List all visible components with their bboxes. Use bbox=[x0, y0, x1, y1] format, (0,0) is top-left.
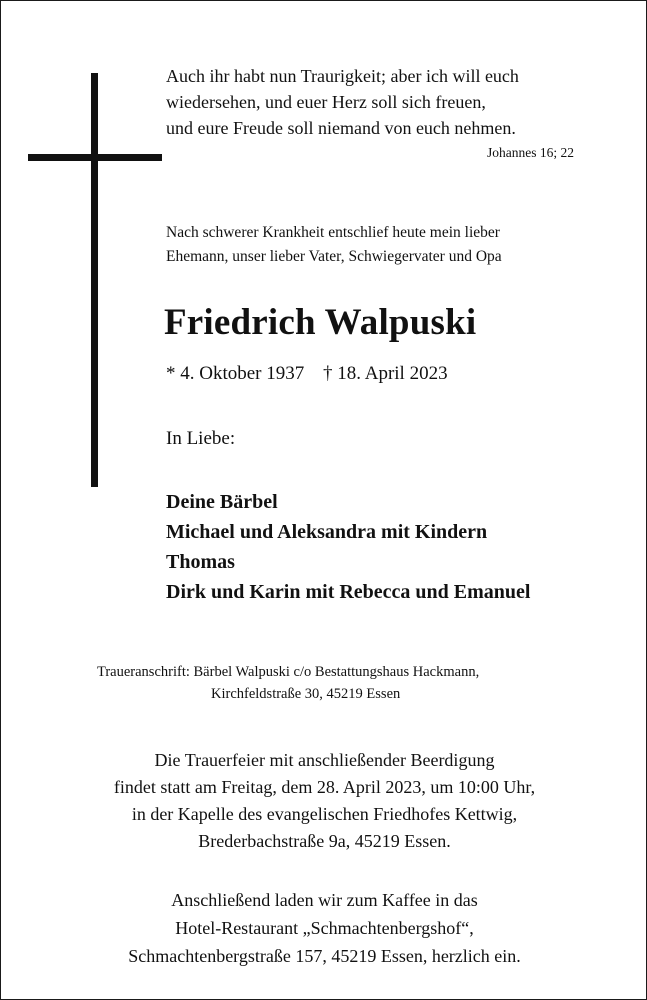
mourning-address bbox=[1, 661, 647, 705]
service-line: Die Trauerfeier mit anschließender Beerdigung bbox=[154, 750, 495, 770]
quote-reference: Johannes 16; 22 bbox=[487, 145, 574, 160]
coffee-line: Hotel-Restaurant „Schmachtenbergshof“, bbox=[175, 918, 474, 938]
service-line: Brederbachstraße 9a, 45219 Essen. bbox=[198, 831, 451, 851]
deceased-name: Friedrich Walpuski bbox=[164, 302, 477, 343]
coffee-line: Schmachtenbergstraße 157, 45219 Essen, herzlich ein. bbox=[128, 946, 521, 966]
mourner: Deine Bärbel bbox=[166, 491, 278, 513]
coffee-line: Anschließend laden wir zum Kaffee in das bbox=[171, 890, 478, 910]
address-line: Kirchfeldstraße 30, 45219 Essen bbox=[211, 686, 401, 702]
death-date: † 18. April 2023 bbox=[323, 363, 448, 384]
bible-quote bbox=[166, 63, 519, 141]
in-love-label: In Liebe: bbox=[166, 428, 236, 449]
address-line: Traueranschrift: Bärbel Walpuski c/o Bestattungshaus Hackmann, bbox=[97, 664, 480, 680]
quote-line: Auch ihr habt nun Traurigkeit; aber ich will euch bbox=[166, 66, 519, 86]
intro-line: Ehemann, unser lieber Vater, Schwiegervater und Opa bbox=[166, 248, 502, 265]
mourner: Dirk und Karin mit Rebecca und Emanuel bbox=[166, 581, 531, 603]
cross-vertical-bar bbox=[91, 73, 98, 487]
funeral-service-info bbox=[1, 747, 647, 855]
mourner: Thomas bbox=[166, 551, 235, 573]
birth-date: * 4. Oktober 1937 bbox=[166, 363, 305, 384]
intro-text bbox=[166, 221, 502, 269]
coffee-invitation bbox=[1, 886, 647, 970]
intro-line: Nach schwerer Krankheit entschlief heute mein lieber bbox=[166, 224, 500, 241]
mourners-list bbox=[166, 487, 530, 607]
quote-line: wiedersehen, und euer Herz soll sich freuen, bbox=[166, 92, 486, 112]
mourner: Michael und Aleksandra mit Kindern bbox=[166, 521, 488, 543]
service-line: findet statt am Freitag, dem 28. April 2023, um 10:00 Uhr, bbox=[113, 777, 536, 797]
service-line: in der Kapelle des evangelischen Friedhofes Kettwig, bbox=[131, 804, 518, 824]
cross-horizontal-bar bbox=[28, 154, 162, 161]
quote-line: und eure Freude soll niemand von euch nehmen. bbox=[166, 118, 516, 138]
life-dates bbox=[166, 363, 448, 385]
